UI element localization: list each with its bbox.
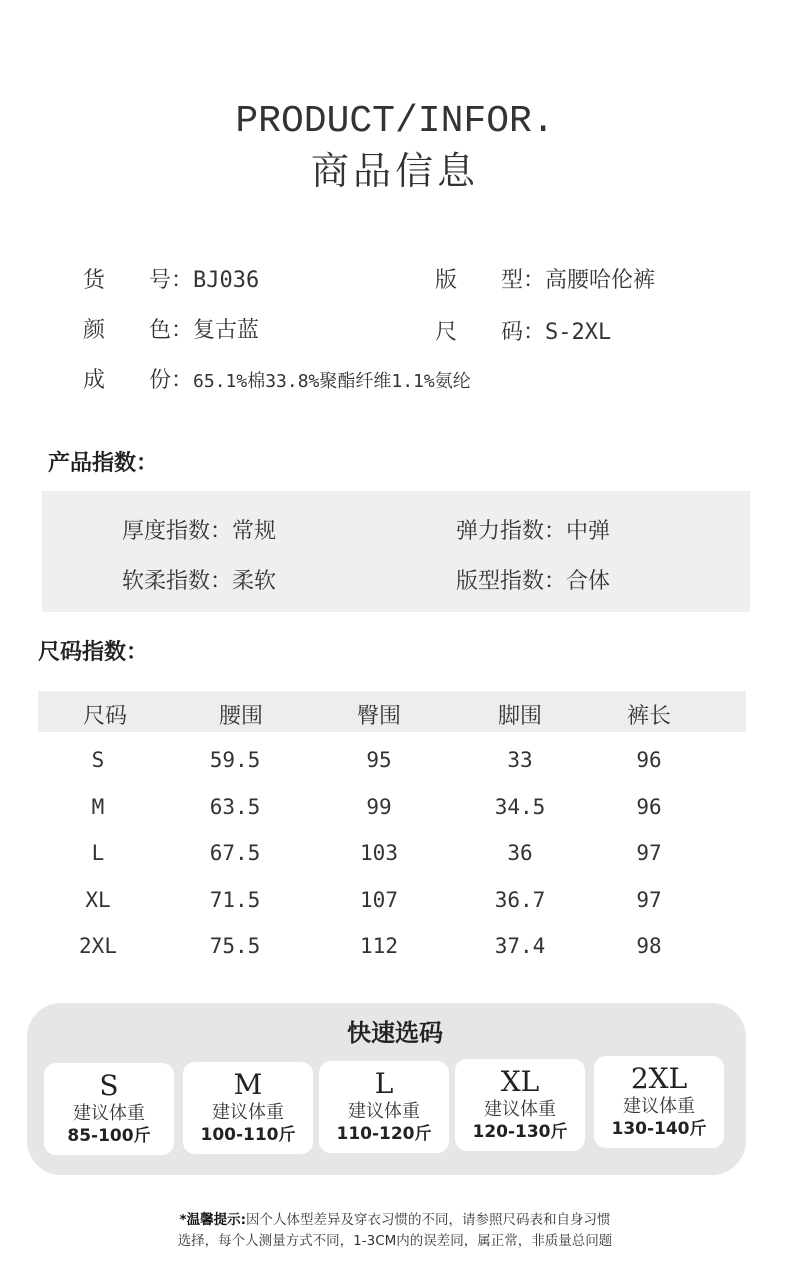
size-card-label: 建议体重	[623, 1096, 695, 1117]
size-card-m[interactable]	[183, 1062, 313, 1154]
table-cell: 95	[366, 748, 392, 772]
tip-line-2: 选择，每个人测量方式不同，1-3CM内的误差同，属正常，非质量总问题	[177, 1233, 613, 1249]
fit-label: 版 型：	[435, 268, 546, 293]
column-header-length: 裤长	[626, 704, 671, 729]
table-cell: 59.5	[209, 748, 261, 772]
size-card-weight: 100-110斤	[200, 1125, 296, 1145]
size-index-heading: 尺码指数：	[38, 640, 149, 665]
table-cell: XL	[85, 888, 111, 912]
size-card-label: 建议体重	[212, 1102, 284, 1123]
table-cell: 71.5	[209, 888, 261, 912]
table-cell: 107	[360, 888, 398, 912]
color-label: 颜 色：	[83, 318, 194, 343]
size-card-size: 2XL	[630, 1062, 688, 1095]
size-card-l[interactable]	[319, 1061, 449, 1153]
size-card-weight: 120-130斤	[472, 1122, 568, 1142]
size-label: 尺 码：	[435, 320, 546, 345]
size-card-size: XL	[500, 1065, 540, 1098]
material-value: 65.1%棉33.8%聚酯纤维1.1%氨纶	[193, 371, 471, 392]
table-cell: 112	[360, 934, 398, 958]
info-size	[435, 315, 611, 346]
info-color	[83, 313, 259, 344]
table-cell: 2XL	[79, 934, 117, 958]
table-cell: 34.5	[494, 795, 546, 819]
tip-line-1	[0, 1208, 790, 1228]
tip-prefix: *温馨提示:	[179, 1212, 246, 1228]
table-cell: 36.7	[494, 888, 546, 912]
quick-size-title: 快速选码	[347, 1019, 443, 1047]
column-header-size: 尺码	[82, 704, 127, 729]
material-label: 成 份：	[83, 368, 194, 393]
table-cell: 97	[636, 888, 662, 912]
table-cell: 37.4	[494, 934, 546, 958]
size-card-2xl[interactable]	[594, 1056, 724, 1148]
table-cell: 75.5	[209, 934, 261, 958]
table-cell: 97	[636, 841, 662, 865]
size-card-xl[interactable]	[455, 1059, 585, 1151]
table-cell: 99	[366, 795, 392, 819]
size-card-label: 建议体重	[484, 1099, 556, 1120]
softness-index: 软柔指数：柔软	[122, 569, 277, 594]
thickness-index: 厚度指数：常规	[122, 519, 277, 544]
product-index-heading: 产品指数：	[48, 451, 159, 476]
table-cell: 33	[507, 748, 533, 772]
table-cell: L	[91, 841, 105, 865]
size-card-weight: 130-140斤	[611, 1119, 707, 1139]
size-card-s[interactable]	[44, 1063, 174, 1155]
size-value: S-2XL	[545, 320, 612, 345]
table-cell: 103	[360, 841, 398, 865]
size-card-weight: 85-100斤	[67, 1126, 151, 1146]
table-cell: 96	[636, 795, 662, 819]
size-card-label: 建议体重	[73, 1103, 145, 1124]
elasticity-index: 弹力指数：中弹	[456, 519, 611, 544]
column-header-leg-opening: 脚围	[497, 704, 542, 729]
table-cell: 36	[507, 841, 533, 865]
table-cell: 98	[636, 934, 662, 958]
size-card-size: M	[233, 1068, 263, 1101]
table-cell: 67.5	[209, 841, 261, 865]
table-cell: 96	[636, 748, 662, 772]
title-chinese: 商品信息	[310, 149, 479, 193]
tip-text-1: 因个人体型差异及穿衣习惯的不同，请参照尺码表和自身习惯	[245, 1212, 611, 1228]
fit-value: 高腰哈伦裤	[545, 268, 656, 293]
table-cell: S	[91, 748, 105, 772]
info-fit	[435, 263, 655, 294]
column-header-waist: 腰围	[218, 704, 263, 729]
size-card-size: S	[99, 1069, 119, 1102]
item-no-label: 货 号：	[83, 268, 194, 293]
size-card-size: L	[374, 1067, 394, 1100]
fit-index: 版型指数：合体	[456, 569, 611, 594]
color-value: 复古蓝	[193, 318, 260, 343]
column-header-hip: 臀围	[356, 704, 401, 729]
table-cell: M	[91, 795, 105, 819]
info-material	[83, 363, 471, 394]
size-card-weight: 110-120斤	[336, 1124, 432, 1144]
item-no-value: BJ036	[193, 268, 260, 293]
size-card-label: 建议体重	[348, 1101, 420, 1122]
info-item-no	[83, 263, 259, 294]
table-cell: 63.5	[209, 795, 261, 819]
title-english: PRODUCT/INFOR.	[235, 100, 555, 143]
